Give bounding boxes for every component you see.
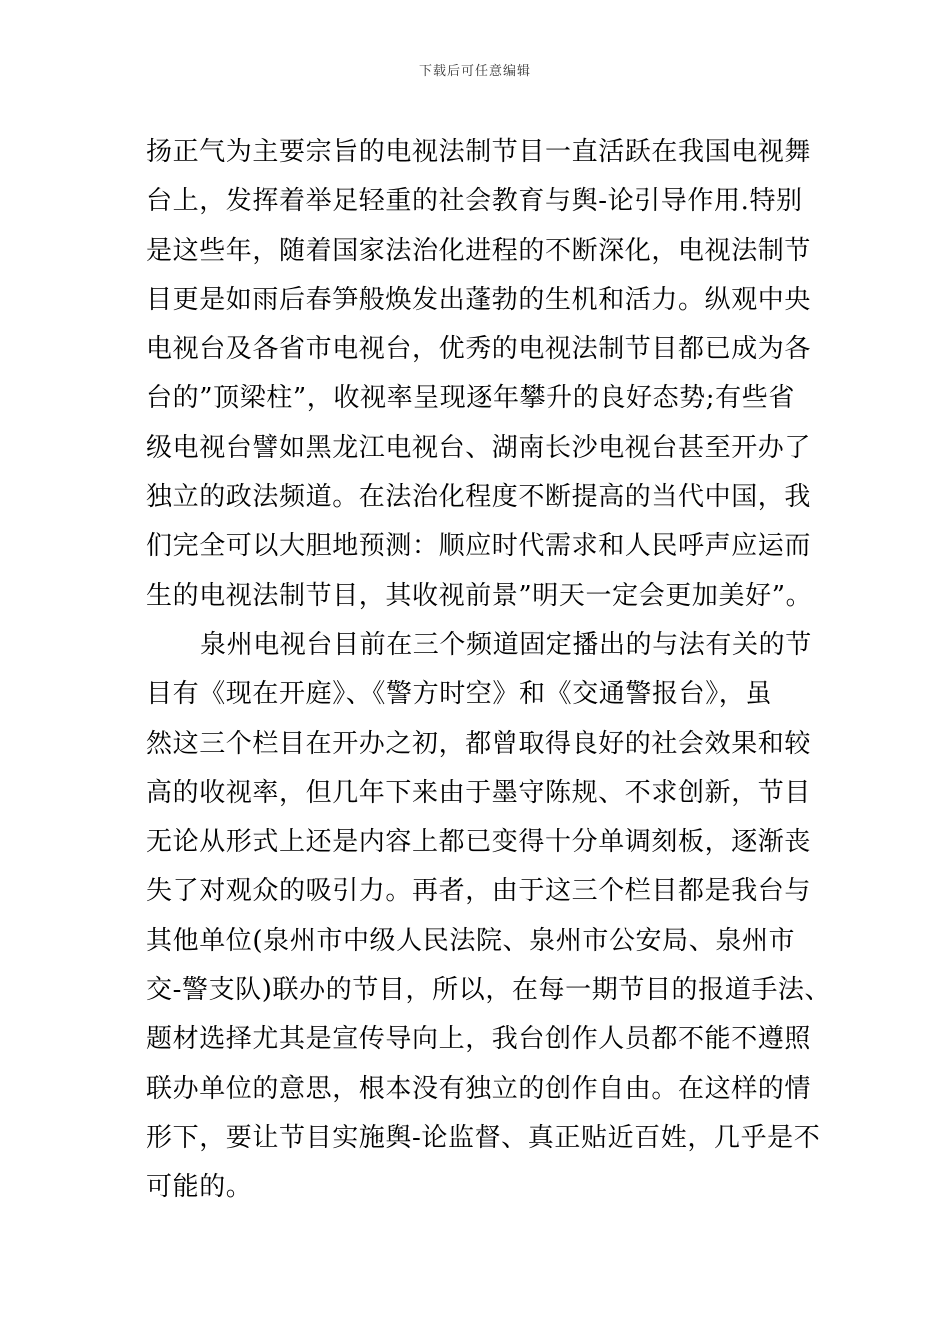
text-line: 泉州电视台目前在三个频道固定播出的与法有关的节 <box>200 629 812 660</box>
text-line: 级电视台譬如黑龙江电视台、湖南长沙电视台甚至开办了 <box>146 432 812 463</box>
text-line: 无论从形式上还是内容上都已变得十分单调刻板，逐渐丧 <box>146 827 812 858</box>
text-line: 电视台及各省市电视台，优秀的电视法制节目都已成为各 <box>146 334 812 365</box>
text-line: 其他单位(泉州市中级人民法院、泉州市公安局、泉州市 <box>146 925 796 956</box>
text-line: 目有《现在开庭》、《警方时空》和《交通警报台》，虽 <box>146 679 773 710</box>
text-line: 台上，发挥着举足轻重的社会教育与舆-论引导作用.特别 <box>146 186 803 217</box>
text-line: 然这三个栏目在开办之初，都曾取得良好的社会效果和较 <box>146 728 812 759</box>
page-header-note: 下载后可任意编辑 <box>418 64 531 79</box>
text-line: 们完全可以大胆地预测：顺应时代需求和人民呼声应运而 <box>146 531 812 562</box>
text-line: 失了对观众的吸引力。再者，由于这三个栏目都是我台与 <box>146 876 812 907</box>
text-line: 高的收视率，但几年下来由于墨守陈规、不求创新，节目 <box>146 777 812 808</box>
text-line: 题材选择尤其是宣传导向上，我台创作人员都不能不遵照 <box>146 1024 812 1055</box>
text-line: 联办单位的意思，根本没有独立的创作自由。在这样的情 <box>146 1073 812 1104</box>
paragraph-1 <box>146 128 813 621</box>
text-line: 扬正气为主要宗旨的电视法制节目一直活跃在我国电视舞 <box>146 137 812 167</box>
paragraph-2 <box>146 621 832 1213</box>
text-line: 形下，要让节目实施舆-论监督、真正贴近百姓，几乎是不 <box>146 1122 821 1153</box>
text-line: 可能的。 <box>146 1172 253 1203</box>
text-line: 独立的政法频道。在法治化程度不断提高的当代中国，我 <box>146 482 812 513</box>
document-body <box>146 128 832 1213</box>
text-line: 是这些年，随着国家法治化进程的不断深化，电视法制节 <box>146 235 812 266</box>
text-line: 生的电视法制节目，其收视前景”明天一定会更加美好”。 <box>146 580 813 611</box>
text-line: 目更是如雨后春笋般焕发出蓬勃的生机和活力。纵观中央 <box>146 284 812 315</box>
text-line: 交-警支队)联办的节目，所以，在每一期节目的报道手法、 <box>146 975 832 1006</box>
text-line: 台的”顶梁柱”，收视率呈现逐年攀升的良好态势;有些省 <box>146 383 795 414</box>
